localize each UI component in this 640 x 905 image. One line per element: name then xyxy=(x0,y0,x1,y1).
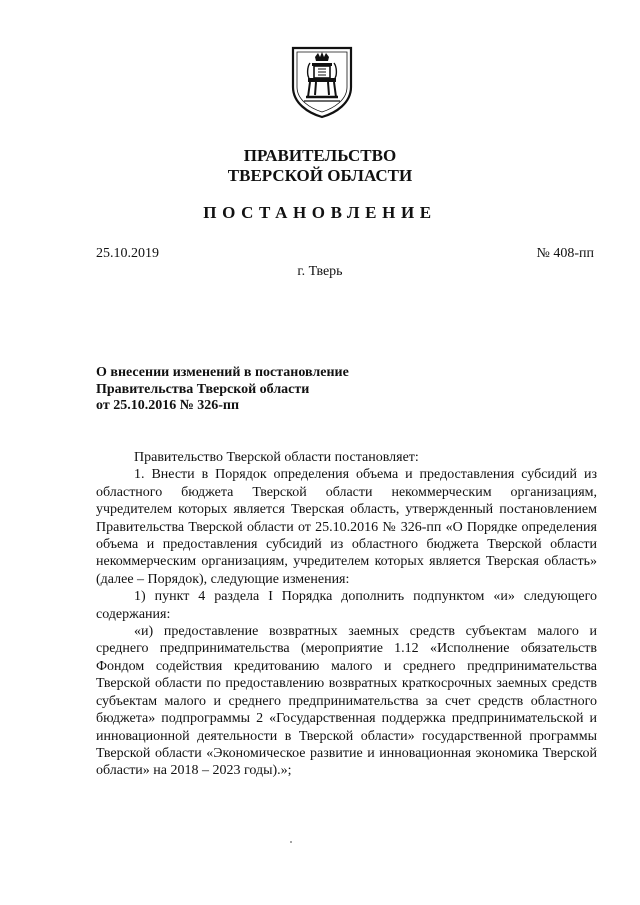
government-name-line1: ПРАВИТЕЛЬСТВО xyxy=(243,146,397,165)
document-type-title: ПОСТАНОВЛЕНИЕ xyxy=(203,203,437,222)
body-paragraph-item-1: 1. Внести в Порядок определения объема и предоставления субсидий из областного бюджета Тверской области некоммерческим организациям, учредителем которых является Тверская область, утвержденный постановлением Правительства Тверской области от 25.10.2016 № 326-пп «О Порядке определения объема и предоставления субсидий из областного бюджета Тверской области некоммерческим организациям, учредителем которых является Тверская область» (далее – Порядок), следующие изменения: xyxy=(96,467,597,587)
document-body xyxy=(96,449,597,780)
body-paragraph-preamble: Правительство Тверской области постановляет: xyxy=(134,450,419,465)
document-date: 25.10.2019 xyxy=(96,246,159,261)
document-number: № 408-пп xyxy=(536,246,594,261)
subject-line3: от 25.10.2016 № 326-пп xyxy=(96,398,240,413)
document-subject xyxy=(96,365,396,415)
body-paragraph-quote: «и) предоставление возвратных заемных средств субъектам малого и среднего предпринимательства (мероприятие 1.12 «Исполнение обязательств Фондом содействия кредитованию малого и среднего предпринимательства Тверской области по предоставлению возвратных краткосрочных заемных средств субъектам малого и среднего предпринимательства за счет средств областного бюджета» подпрограммы 2 «Государственная поддержка предпринимательской и инновационной деятельности в Тверской области» государственной программы Тверской области «Экономическое развитие и инновационная экономика Тверской области» на 2018 – 2023 годы).»; xyxy=(96,624,597,779)
page-mark xyxy=(290,841,292,843)
body-paragraph-subitem-1: 1) пункт 4 раздела I Порядка дополнить подпунктом «и» следующего содержания: xyxy=(96,589,597,622)
subject-line1: О внесении изменений в постановление xyxy=(96,365,349,380)
government-name-line2: ТВЕРСКОЙ ОБЛАСТИ xyxy=(227,166,413,185)
document-city: г. Тверь xyxy=(297,264,343,279)
subject-line2: Правительства Тверской области xyxy=(96,381,310,397)
tver-coat-of-arms-icon xyxy=(290,45,354,119)
